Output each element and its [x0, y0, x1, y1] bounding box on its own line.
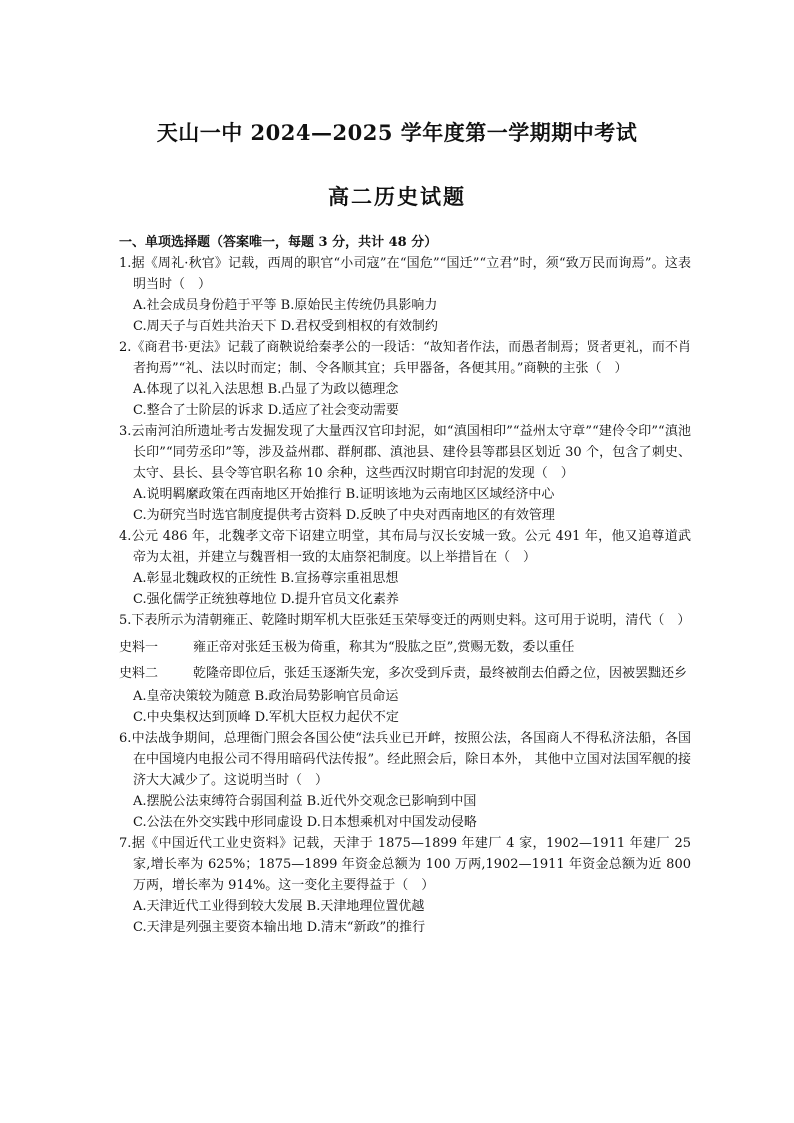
option-row: A.皇帝决策较为随意 B.政治局势影响官员命运	[133, 689, 399, 704]
option-row: C.周天子与百姓共治天下 D.君权受到相权的有效制约	[133, 319, 438, 334]
source-label: 史料一	[119, 640, 159, 655]
question-options	[119, 896, 691, 938]
question-1	[119, 253, 691, 337]
option-row: C.公法在外交实践中形同虚设 D.日本想乘机对中国发动侵略	[133, 815, 477, 830]
source-table	[119, 637, 691, 684]
exam-title: 天山一中 2024—2025 学年度第一学期期中考试	[156, 120, 638, 145]
question-7	[119, 833, 691, 938]
option-row: C.强化儒学正统独尊地位 D.提升官员文化素养	[133, 592, 399, 607]
question-stem: 4.公元 486 年，北魏孝文帝下诏建立明堂，其布局与汉长安城一致。公元 491 年，他又追尊道武帝为太祖，并建立与魏晋相一致的太庙祭祀制度。以上举措旨在（ ）	[119, 529, 691, 565]
question-options	[119, 379, 691, 421]
question-3	[119, 421, 691, 526]
exam-subtitle: 高二历史试题	[328, 184, 466, 209]
question-options	[119, 484, 691, 526]
source-text: 雍正帝对张廷玉极为倚重，称其为“股肱之臣”,赏赐无数，委以重任	[193, 640, 575, 655]
question-6	[119, 728, 691, 833]
exam-content	[119, 232, 691, 938]
source-text: 乾隆帝即位后，张廷玉逐渐失宠，多次受到斥责，最终被削去伯爵之位，因被罢黜还乡	[193, 666, 688, 681]
option-row: C.中央集权达到顶峰 D.军机大臣权力起伏不定	[133, 710, 399, 725]
option-row: C.整合了士阶层的诉求 D.适应了社会变动需要	[133, 403, 399, 418]
section-heading: 一、单项选择题（答案唯一，每题 3 分，共计 48 分）	[119, 235, 438, 250]
question-options	[119, 568, 691, 610]
question-stem: 2.《商君书·更法》记载了商鞅说给秦孝公的一段话：“故知者作法，而愚者制焉；贤者更礼，而不肖者拘焉”“礼、法以时而定；制、令各顺其宜；兵甲器备，各便其用。”商鞅的主张（ ）	[119, 340, 691, 376]
source-label: 史料二	[119, 666, 159, 681]
option-row: A.天津近代工业得到较大发展 B.天津地理位置优越	[133, 899, 425, 914]
question-stem: 6.中法战争期间，总理衙门照会各国公使“法兵业已开衅，按照公法，各国商人不得私济法船，各国在中国境内电报公司不得用暗码代法传报”。经此照会后，除日本外， 其他中立国对法国军舰的接济大大减少了。这说明当时（ ）	[119, 731, 691, 788]
option-row: A.体现了以礼入法思想 B.凸显了为政以德理念	[133, 382, 399, 397]
option-row: A.说明羁縻政策在西南地区开始推行 B.证明该地为云南地区区域经济中心	[133, 487, 555, 502]
question-2	[119, 337, 691, 421]
source-row	[119, 663, 691, 684]
source-row	[119, 637, 691, 658]
question-stem: 1.据《周礼·秋官》记载，西周的职官“小司寇”在“国危”“国迁”“立君”时，须“致万民而询焉”。这表明当时（ ）	[119, 256, 691, 292]
question-5	[119, 610, 691, 728]
question-stem: 7.据《中国近代工业史资料》记载，天津于 1875—1899 年建厂 4 家，1902—1911 年建厂 25 家,增长率为 625%；1875—1899 年资金总额为 100 万两,1902—1911 年资金总额为近 800 万两，增长率为 914%。这一变化主要得益于（ ）	[119, 836, 691, 893]
option-row: C.天津是列强主要资本输出地 D.清末“新政”的推行	[133, 920, 426, 935]
question-options	[119, 295, 691, 337]
question-stem: 3.云南河泊所遗址考古发掘发现了大量西汉官印封泥，如“滇国相印”“益州太守章”“建伶令印”“滇池长印”“同劳丞印”等，涉及益州郡、群舸郡、滇池县、建伶县等郡县区划近 30 个，包含了刺史、太守、县长、县令等官职名称 10 余种，这些西汉时期官印封泥的发现（ ）	[119, 424, 691, 481]
option-row: A.摆脱公法束缚符合弱国利益 B.近代外交观念已影响到中国	[133, 794, 477, 809]
question-stem: 5.下表所示为清朝雍正、乾隆时期军机大臣张廷玉荣辱变迁的两则史料。这可用于说明，清代（ ）	[119, 613, 691, 628]
option-row: A.社会成员身份趋于平等 B.原始民主传统仍具影响力	[133, 298, 438, 313]
option-row: C.为研究当时选官制度提供考古资料 D.反映了中央对西南地区的有效管理	[133, 508, 555, 523]
question-4	[119, 526, 691, 610]
option-row: A.彰显北魏政权的正统性 B.宣扬尊宗重祖思想	[133, 571, 399, 586]
question-options	[119, 791, 691, 833]
question-options	[119, 686, 691, 728]
